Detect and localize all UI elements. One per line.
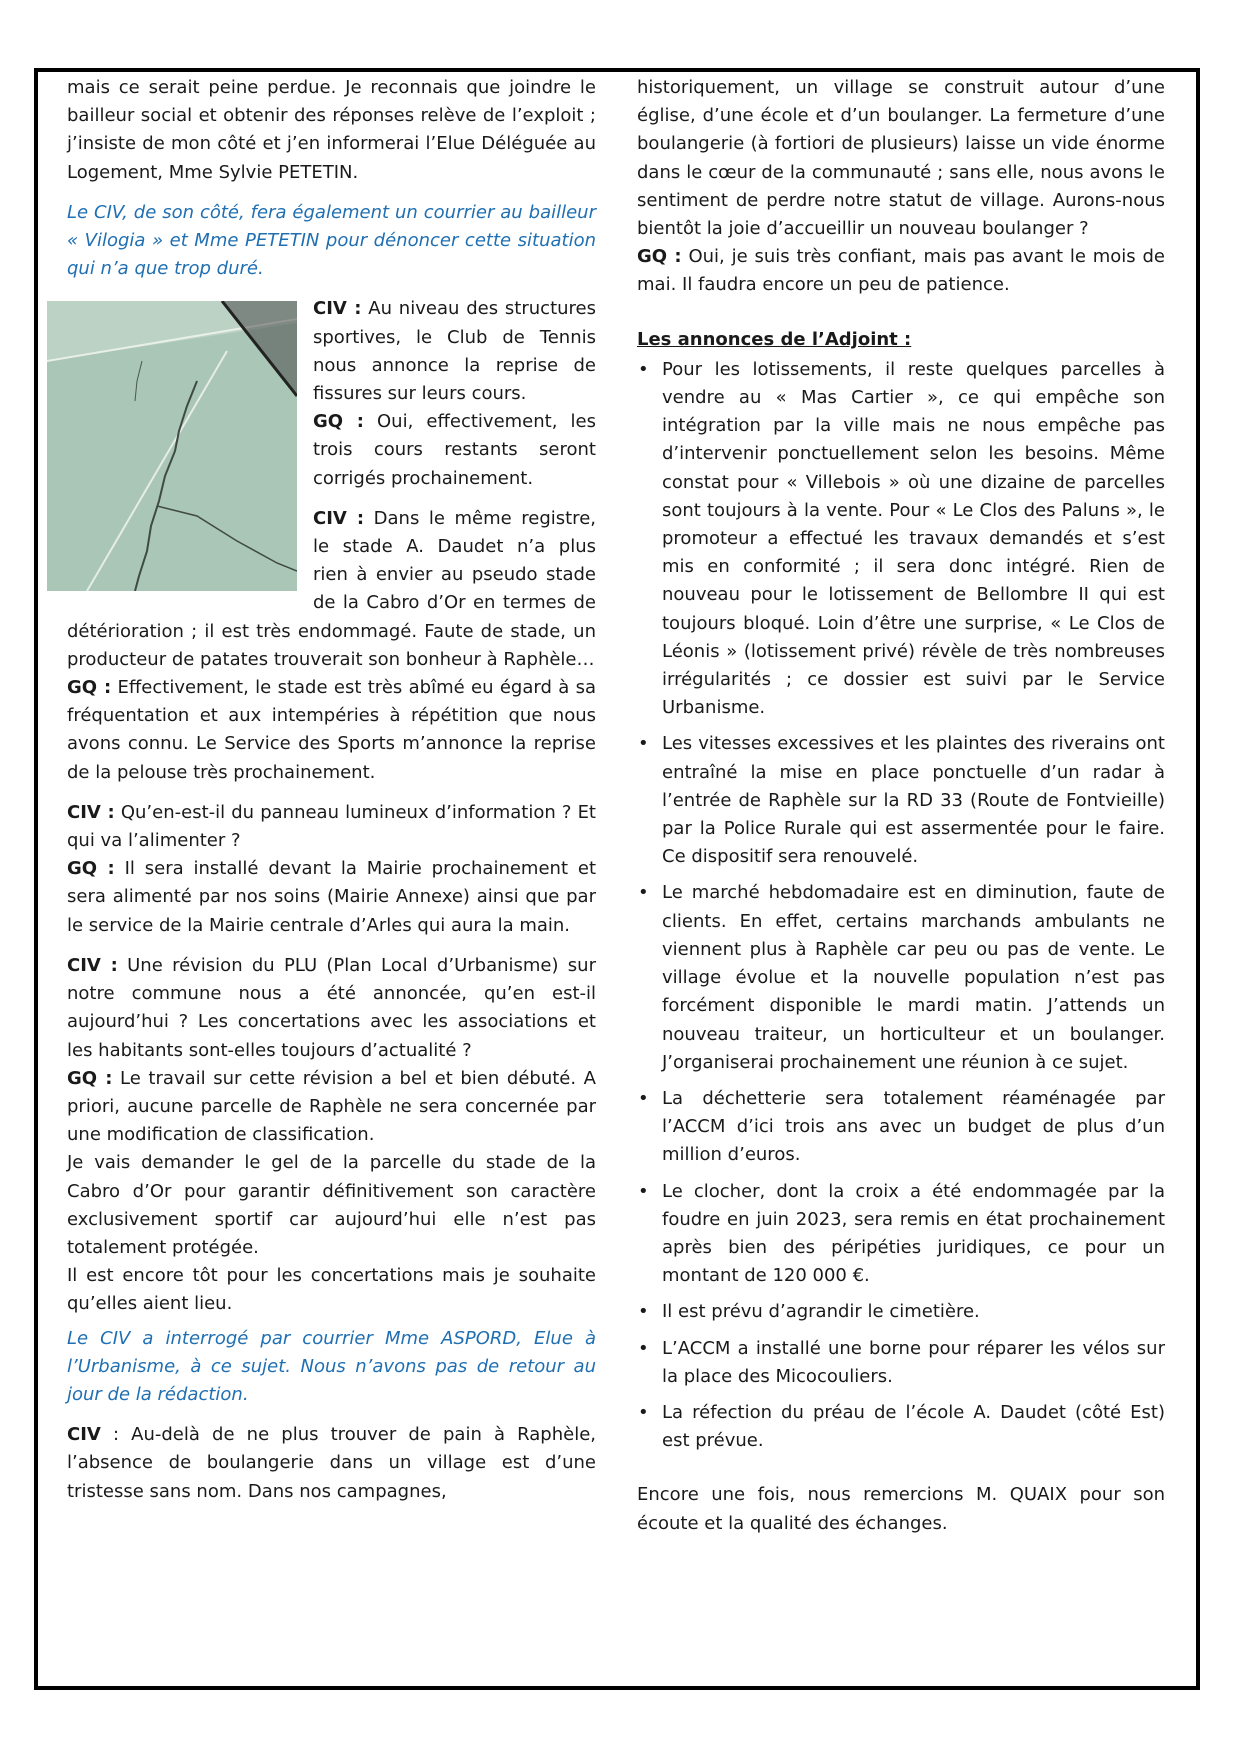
closing-paragraph: Encore une fois, nous remercions M. QUAIX pour son écoute et la qualité des échanges. bbox=[637, 1484, 1165, 1534]
qa-pain-continued bbox=[637, 74, 1165, 300]
civ-label: CIV : bbox=[67, 801, 115, 823]
civ-label: CIV : bbox=[67, 954, 118, 976]
civ-question: Au niveau des structures sportives, le Club de Tennis nous annonce la reprise de fissures sur leurs cours. bbox=[313, 298, 596, 405]
gq-label: GQ : bbox=[313, 411, 364, 433]
civ-label: CIV : bbox=[313, 298, 362, 320]
list-item: • La déchetterie sera totalement réaménagée par l’ACCM d’ici trois ans avec un budget de plus d’un million d’euros. bbox=[637, 1085, 1165, 1170]
civ-question-continued: historiquement, un village se construit autour d’une église, d’une école et d’un boulanger. La fermeture d’une boulangerie (à fortiori de plusieurs) laisse un vide énorme dans le cœur de la communauté ; sans elle, nous avons le sentiment de perdre notre statut de village. Aurons-nous bientôt la joie d’accueillir un nouveau boulanger ? bbox=[637, 77, 1165, 240]
list-item: • Le marché hebdomadaire est en diminution, faute de clients. En effet, certains marchands ambulants ne viennent plus à Raphèle car peu ou pas de vente. Le village évolue et la nouvelle population n’est pas forcément disponible le mardi matin. J’attends un nouveau traiteur, un horticulteur et un boulanger. J’organiserai prochainement une réunion à ce sujet. bbox=[637, 879, 1165, 1076]
civ-question: : Au-delà de ne plus trouver de pain à Raphèle, l’absence de boulangerie dans un village est d’une tristesse sans nom. Dans nos campagnes, bbox=[67, 1424, 596, 1502]
annonces-list bbox=[637, 356, 1165, 1456]
civ-question: Dans le même registre, le stade A. Daudet n’a plus rien à envier au pseudo stade de la Cabro d’Or en termes de détérioration ; il est très endommagé. Faute de stade, un producteur de patates trouverait son bonheur à Raphèle… bbox=[67, 507, 596, 670]
gq-answer-continued: Je vais demander le gel de la parcelle du stade de la Cabro d’Or pour garantir définitivement son caractère exclusivement sportif car aujourd’hui elle n’est pas totalement protégée. bbox=[67, 1152, 596, 1258]
civ-label: CIV bbox=[67, 1424, 101, 1446]
gq-answer: Oui, je suis très confiant, mais pas avant le mois de mai. Il faudra encore un peu de patience. bbox=[637, 246, 1165, 296]
left-column bbox=[67, 74, 596, 1506]
gq-answer: Il sera installé devant la Mairie prochainement et sera alimenté par nos soins (Mairie Annexe) ainsi que par le service de la Mairie centrale d’Arles qui aura la main. bbox=[67, 858, 596, 936]
qa-plu bbox=[67, 952, 596, 1319]
list-item: • L’ACCM a installé une borne pour réparer les vélos sur la place des Micocouliers. bbox=[637, 1335, 1165, 1391]
gq-label: GQ : bbox=[67, 1067, 113, 1089]
gq-answer: Effectivement, le stade est très abîmé eu égard à sa fréquentation et aux intempéries à répétition que nous avons connu. Le Service des Sports m’annonce la reprise de la pelouse très prochainement. bbox=[67, 677, 596, 783]
list-item: • Il est prévu d’agrandir le cimetière. bbox=[637, 1298, 1165, 1326]
civ-question: Qu’en-est-il du panneau lumineux d’information ? Et qui va l’alimenter ? bbox=[67, 801, 596, 852]
paragraph-asport: Le CIV a interrogé par courrier Mme ASPORD, Elue à l’Urbanisme, à ce sujet. Nous n’avons pas de retour au jour de la rédaction. bbox=[67, 1327, 596, 1405]
list-item: • La réfection du préau de l’école A. Daudet (côté Est) est prévue. bbox=[637, 1399, 1165, 1455]
gq-label: GQ : bbox=[67, 858, 115, 880]
paragraph-bailleur: mais ce serait peine perdue. Je reconnais que joindre le bailleur social et obtenir des réponses relève de l’exploit ; j’insiste de mon côté et j’en informerai l’Elue Déléguée au Logement, Mme Sylvie PETETIN. bbox=[67, 77, 596, 183]
right-column bbox=[637, 74, 1165, 1538]
paragraph-civ-courrier: Le CIV, de son côté, fera également un courrier au bailleur « Vilogia » et Mme PETETIN pour dénoncer cette situation qui n’a que trop duré. bbox=[67, 201, 596, 280]
civ-question: Une révision du PLU (Plan Local d’Urbanisme) sur notre commune nous a été annoncée, qu’en est-il aujourd’hui ? Les concertations avec les associations et les habitants sont-elles toujours d’actualité ? bbox=[67, 954, 596, 1061]
tennis-court-photo bbox=[47, 301, 297, 591]
gq-label: GQ : bbox=[67, 677, 112, 699]
gq-answer-continued: Il est encore tôt pour les concertations mais je souhaite qu’elles aient lieu. bbox=[67, 1265, 596, 1315]
gq-answer: Le travail sur cette révision a bel et bien débuté. A priori, aucune parcelle de Raphèle ne sera concernée par une modification de classification. bbox=[67, 1067, 596, 1146]
tennis-block bbox=[67, 295, 596, 786]
gq-label: GQ : bbox=[637, 246, 682, 268]
civ-label: CIV : bbox=[313, 507, 365, 529]
qa-panneau bbox=[67, 799, 596, 940]
list-item: • Le clocher, dont la croix a été endommagée par la foudre en juin 2023, sera remis en état prochainement après bien des péripéties juridiques, ce pour un montant de 120 000 €. bbox=[637, 1178, 1165, 1291]
gq-answer: Oui, effectivement, les trois cours restants seront corrigés prochainement. bbox=[313, 411, 596, 489]
qa-pain bbox=[67, 1421, 596, 1506]
section-heading-annonces: Les annonces de l’Adjoint : bbox=[637, 328, 912, 350]
list-item: • Les vitesses excessives et les plaintes des riverains ont entraîné la mise en place ponctuelle d’un radar à l’entrée de Raphèle sur la RD 33 (Route de Fontvieille) par la Police Rurale qui est assermentée pour le faire. Ce dispositif sera renouvelé. bbox=[637, 730, 1165, 871]
list-item: • Pour les lotissements, il reste quelques parcelles à vendre au « Mas Cartier », ce qui empêche son intégration par la ville mais ne nous empêche pas d’intervenir ponctuellement selon les besoins. Même constat pour « Villebois » où une dizaine de parcelles sont toujours à la vente. Pour « Le Clos des Paluns », le promoteur a effectué les travaux demandés et s’est mis en conformité ; il sera donc intégré. Rien de nouveau pour le lotissement de Bellombre II qui est toujours bloqué. Loin d’être une surprise, « Le Clos de Léonis » (lotissement privé) révèle de très nombreuses irrégularités ; ce dossier est suivi par le Service Urbanisme. bbox=[637, 356, 1165, 723]
